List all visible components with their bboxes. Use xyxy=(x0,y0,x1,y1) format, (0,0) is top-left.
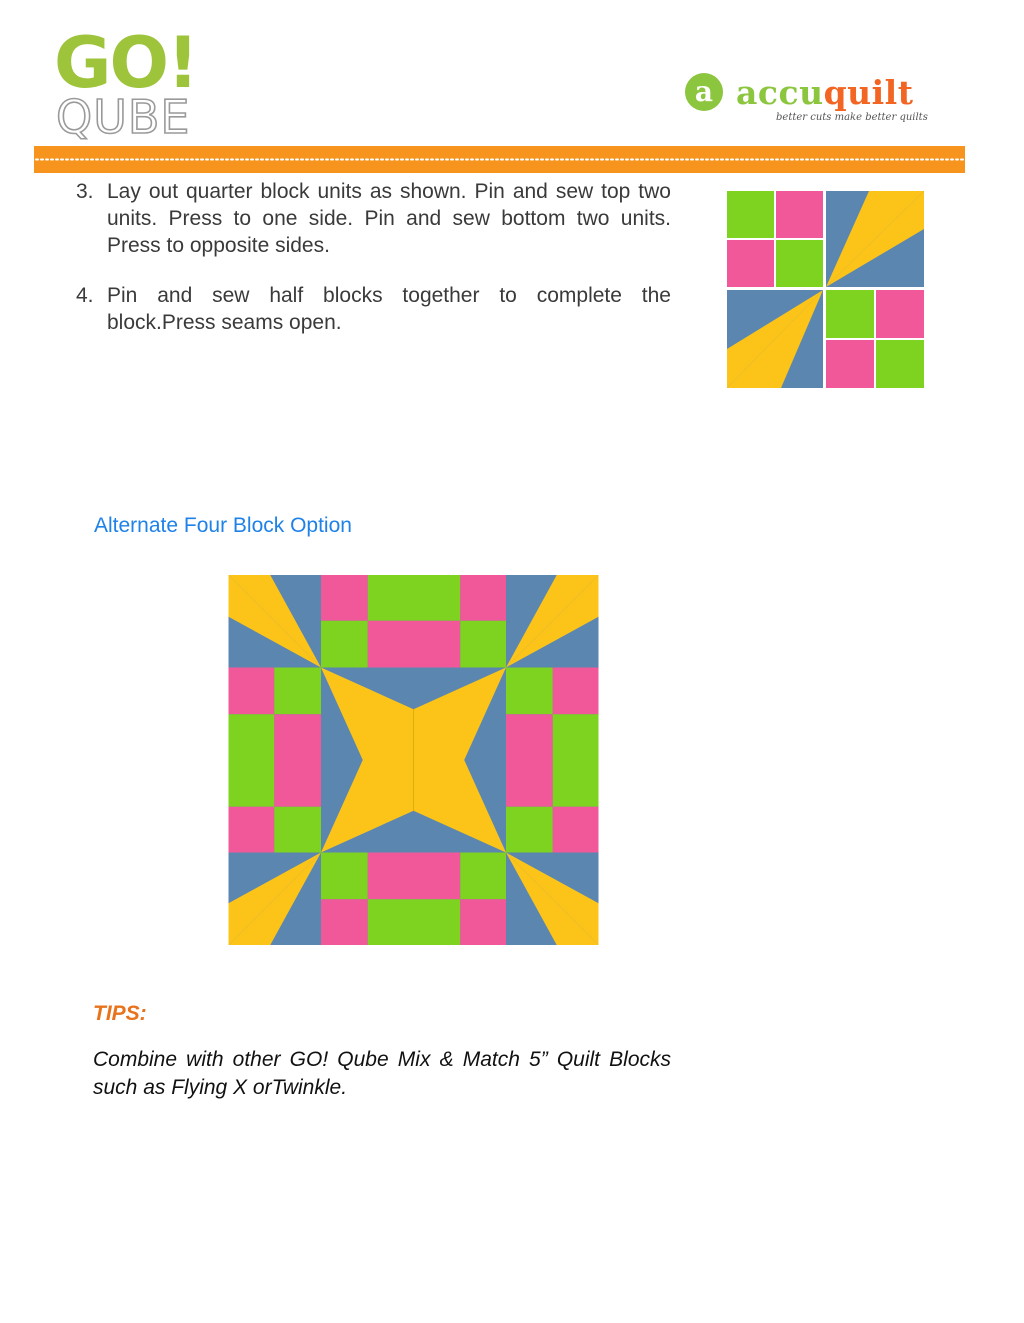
step-number: 4. xyxy=(76,284,94,307)
go-qube-logo xyxy=(54,22,224,144)
instruction-steps xyxy=(76,178,671,336)
quarter-unit-top-right xyxy=(826,191,924,287)
brand-quilt: quilt xyxy=(823,73,914,112)
border-right xyxy=(506,668,599,853)
header-band xyxy=(34,146,965,173)
badge-letter: a xyxy=(694,75,714,108)
border-bottom xyxy=(321,853,506,946)
step-3 xyxy=(76,178,671,259)
alternate-four-block-quilt xyxy=(228,575,599,945)
step-number: 3. xyxy=(76,180,94,203)
quarter-units-diagram xyxy=(727,191,924,388)
step-text: Lay out quarter block units as shown. Pin and sew top two units. Press to one side. Pin and sew bottom two units. Press to opposite sides. xyxy=(107,180,671,257)
accuquilt-wordmark xyxy=(736,74,913,112)
qube-logo-text: QUBE xyxy=(56,90,191,144)
accuquilt-logo xyxy=(684,70,974,130)
brand-tagline: better cuts make better quilts xyxy=(776,112,928,123)
tips-text: Combine with other GO! Qube Mix & Match 5” Quilt Blocks such as Flying X orTwinkle. xyxy=(93,1048,671,1099)
brand-accu: accu xyxy=(736,73,824,112)
border-left xyxy=(229,668,322,853)
step-4 xyxy=(76,282,671,336)
tips-title: TIPS: xyxy=(93,1002,147,1025)
border-top xyxy=(321,575,506,668)
alternate-option-title: Alternate Four Block Option xyxy=(94,514,352,537)
step-text: Pin and sew half blocks together to complete the block.Press seams open. xyxy=(107,284,671,334)
quarter-unit-bottom-left xyxy=(727,290,823,388)
accuquilt-badge-icon xyxy=(684,72,724,112)
go-logo-text: GO! xyxy=(54,22,197,104)
